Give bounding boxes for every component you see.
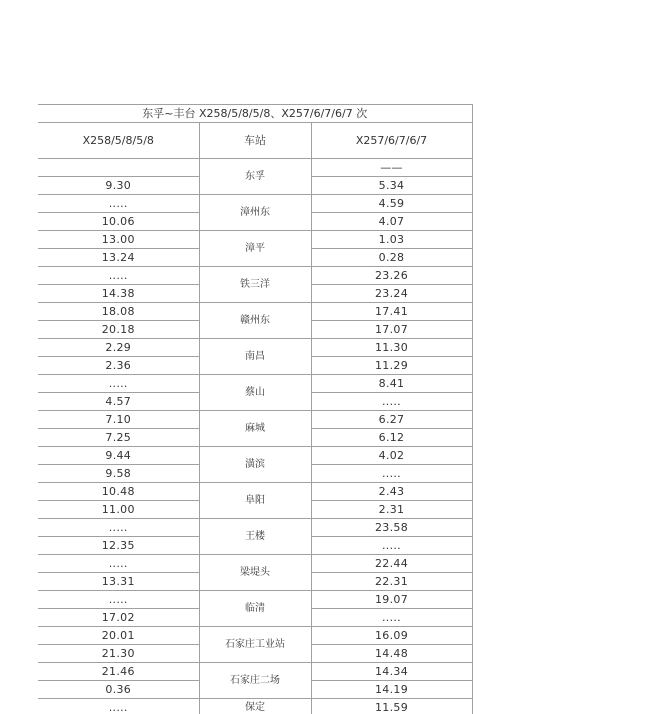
down-train-time: 0.36 [38, 681, 199, 699]
up-train-time: 8.41 [311, 375, 472, 393]
down-train-time: 13.00 [38, 231, 199, 249]
down-train-time: 2.36 [38, 357, 199, 375]
down-train-time: ..... [38, 591, 199, 609]
table-row [38, 339, 472, 357]
station-name: 赣州东 [199, 303, 311, 339]
up-train-time: 11.59 [311, 699, 472, 714]
schedule-body [38, 105, 472, 714]
up-train-time: 1.03 [311, 231, 472, 249]
up-train-time: —— [311, 159, 472, 177]
up-train-time: 22.31 [311, 573, 472, 591]
header-station: 车站 [199, 123, 311, 159]
header-up-train: X257/6/7/6/7 [311, 123, 472, 159]
up-train-time: 11.30 [311, 339, 472, 357]
up-train-time: 4.02 [311, 447, 472, 465]
down-train-time: 14.38 [38, 285, 199, 303]
down-train-time: ..... [38, 375, 199, 393]
up-train-time: 6.12 [311, 429, 472, 447]
up-train-time: 14.34 [311, 663, 472, 681]
down-train-time: 9.30 [38, 177, 199, 195]
station-name: 南昌 [199, 339, 311, 375]
up-train-time: 23.26 [311, 267, 472, 285]
station-name: 麻城 [199, 411, 311, 447]
table-row [38, 303, 472, 321]
station-name: 石家庄二场 [199, 663, 311, 699]
up-train-time: 14.48 [311, 645, 472, 663]
down-train-time: 20.01 [38, 627, 199, 645]
down-train-time: ..... [38, 519, 199, 537]
station-name: 潢滨 [199, 447, 311, 483]
station-name: 临清 [199, 591, 311, 627]
down-train-time: 9.58 [38, 465, 199, 483]
up-train-time: 11.29 [311, 357, 472, 375]
header-row [38, 123, 472, 159]
down-train-time: 21.30 [38, 645, 199, 663]
station-name: 梁堤头 [199, 555, 311, 591]
up-train-time: 17.07 [311, 321, 472, 339]
table-row [38, 663, 472, 681]
up-train-time: 5.34 [311, 177, 472, 195]
table-row [38, 483, 472, 501]
down-train-time: 10.48 [38, 483, 199, 501]
down-train-time: ..... [38, 195, 199, 213]
down-train-time: 13.31 [38, 573, 199, 591]
down-train-time [38, 159, 199, 177]
up-train-time: 16.09 [311, 627, 472, 645]
up-train-time: 19.07 [311, 591, 472, 609]
up-train-time: 2.43 [311, 483, 472, 501]
down-train-time: 17.02 [38, 609, 199, 627]
down-train-time: 11.00 [38, 501, 199, 519]
down-train-time: ..... [38, 267, 199, 285]
down-train-time: 13.24 [38, 249, 199, 267]
down-train-time: 21.46 [38, 663, 199, 681]
down-train-time: 9.44 [38, 447, 199, 465]
station-name: 王楼 [199, 519, 311, 555]
station-name: 东孚 [199, 159, 311, 195]
table-row [38, 195, 472, 213]
up-train-time: 23.24 [311, 285, 472, 303]
station-name: 漳平 [199, 231, 311, 267]
table-row [38, 411, 472, 429]
station-name: 石家庄工业站 [199, 627, 311, 663]
table-row [38, 519, 472, 537]
station-name: 铁三洋 [199, 267, 311, 303]
table-row [38, 375, 472, 393]
down-train-time: 12.35 [38, 537, 199, 555]
down-train-time: 4.57 [38, 393, 199, 411]
down-train-time: 20.18 [38, 321, 199, 339]
down-train-time: 10.06 [38, 213, 199, 231]
station-name: 蔡山 [199, 375, 311, 411]
down-train-time: 7.25 [38, 429, 199, 447]
up-train-time: 4.59 [311, 195, 472, 213]
up-train-time: 17.41 [311, 303, 472, 321]
up-train-time: 14.19 [311, 681, 472, 699]
table-row [38, 447, 472, 465]
up-train-time: 4.07 [311, 213, 472, 231]
title-row [38, 105, 472, 123]
station-name: 保定 [199, 699, 311, 714]
up-train-time: ..... [311, 537, 472, 555]
down-train-time: ..... [38, 555, 199, 573]
down-train-time: 7.10 [38, 411, 199, 429]
up-train-time: ..... [311, 465, 472, 483]
up-train-time: 2.31 [311, 501, 472, 519]
station-name: 阜阳 [199, 483, 311, 519]
train-schedule-table [38, 104, 473, 714]
table-row [38, 231, 472, 249]
station-name: 漳州东 [199, 195, 311, 231]
table-row [38, 555, 472, 573]
up-train-time: 22.44 [311, 555, 472, 573]
down-train-time: ..... [38, 699, 199, 714]
table-row [38, 591, 472, 609]
table-row [38, 159, 472, 177]
down-train-time: 18.08 [38, 303, 199, 321]
table-row [38, 267, 472, 285]
up-train-time: 0.28 [311, 249, 472, 267]
down-train-time: 2.29 [38, 339, 199, 357]
up-train-time: ..... [311, 609, 472, 627]
header-down-train: X258/5/8/5/8 [38, 123, 199, 159]
up-train-time: ..... [311, 393, 472, 411]
table-row [38, 699, 472, 714]
up-train-time: 23.58 [311, 519, 472, 537]
up-train-time: 6.27 [311, 411, 472, 429]
table-row [38, 627, 472, 645]
table-title: 东孚~丰台 X258/5/8/5/8、X257/6/7/6/7 次 [38, 105, 472, 123]
